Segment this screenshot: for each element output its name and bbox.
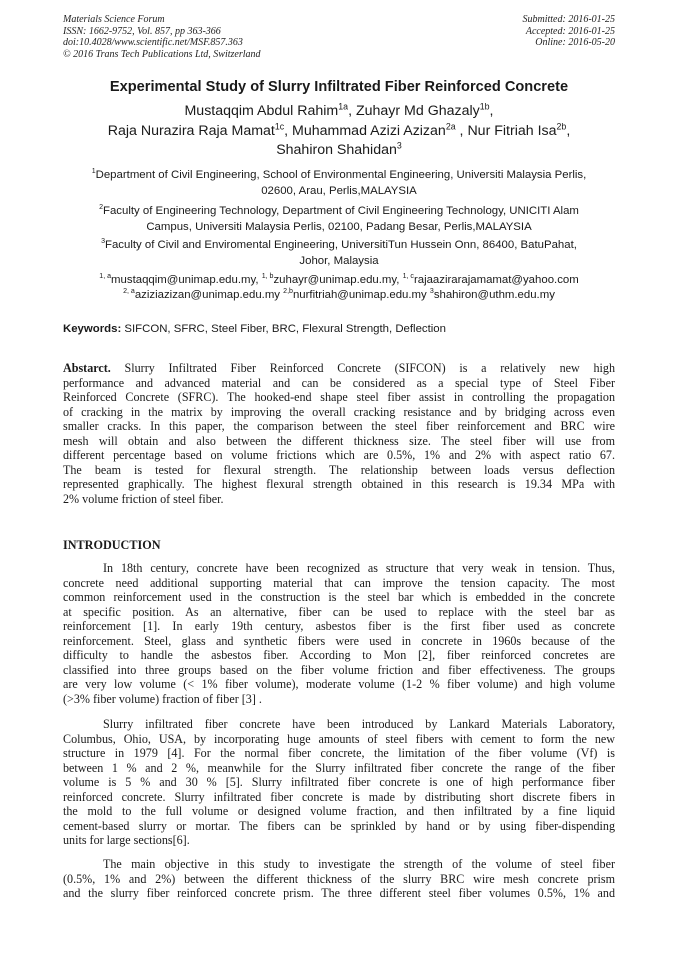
intro-paragraph-1: In 18th century, concrete have been recognized as structure that very weak in tension. Thus, concrete need additional supporting material that can improve the tension capacity. The most common reinforcement used in the construction is the steel bar which is embedded in the concrete at specific position. As an alternative, fiber can be used to replace with the steel bar as reinforcement [1]. In early 19th century, asbestos fiber is the first fiber used as concrete reinforcement. Steel, glass and synthetic fibers were used in concrete in 1960s because of the difficulty to handle the asbestos fiber. According to Mon [2], fiber reinforced concretes are classified into three groups based on the fiber volume friction and fiber effectiveness. The groups are very low volume (< 1% fiber volume), moderate volume (1-2 % fiber volume) and high volume (>3% fiber volume) fraction of fiber [3] . bbox=[63, 561, 615, 706]
online-date: Online: 2016-05-20 bbox=[535, 37, 615, 49]
keywords-label: Keywords: bbox=[63, 323, 122, 335]
header-dates bbox=[523, 14, 616, 49]
paper-title: Experimental Study of Slurry Infiltrated Fiber Reinforced Concrete bbox=[109, 79, 569, 95]
doi: doi:10.4028/www.scientific.net/MSF.857.363 bbox=[63, 37, 243, 49]
author-list bbox=[30, 102, 648, 161]
author-line-3 bbox=[30, 141, 648, 161]
author-name: Nur Fitriah Isa bbox=[467, 122, 557, 139]
email-link[interactable]: aziziazizan@unimap.edu.my bbox=[134, 288, 284, 301]
author-name: Muhammad Azizi Azizan bbox=[292, 122, 446, 139]
author-sup: 1b bbox=[479, 101, 490, 112]
email-link[interactable]: mustaqqim@unimap.edu.my, bbox=[111, 274, 262, 286]
author-line-1: Mustaqqim Abdul Rahim$^{1a}$, Zuhayr Md Ghazaly$^{1b}$, bbox=[184, 101, 494, 119]
affiliation-3: $^3$Faculty of Civil and Enviromental Engineering, UniversitiTun Hussein Onn, 86400, BatuPahat, Johor, Malaysia bbox=[101, 238, 577, 267]
affiliation-2: $^2$Faculty of Engineering Technology, Department of Civil Engineering Technology, UNICITI Alam Campus, Universiti Malaysia Perlis, 02100, Padang Besar, Perlis,MALAYSIA bbox=[99, 204, 579, 233]
author-sup: 2b bbox=[556, 120, 567, 131]
issn: ISSN: 1662-9752, Vol. 857, pp 363-366 bbox=[63, 25, 221, 37]
copyright: © 2016 Trans Tech Publications Ltd, Switzerland bbox=[63, 48, 261, 60]
email-link[interactable]: nurfitriah@unimap.edu.my bbox=[292, 288, 430, 301]
email-link[interactable]: rajaazirarajamamat@yahoo.com bbox=[413, 274, 579, 286]
author-emails: $^{1, a}$mustaqqim@unimap.edu.my, $^{1, b}$zuhayr@unimap.edu.my, $^{1, c}$rajaazirarajamamat@yahoo.com $^{2, a}$aziziazizan@unimap.edu.my $^{2,b}$nurfitriah@unimap.edu.my $^3$shahiron@uthm.edu.my bbox=[99, 273, 579, 301]
email-link[interactable]: shahiron@uthm.edu.my bbox=[433, 288, 555, 301]
author-name: Shahiron Shahidan bbox=[276, 142, 397, 158]
accepted-date: Accepted: 2016-01-25 bbox=[525, 25, 615, 37]
header-publication-info bbox=[63, 14, 261, 60]
affiliation-1: $^1$Department of Civil Engineering, School of Environmental Engineering, Universiti Malaysia Perlis, 02600, Arau, Perlis,MALAYSIA bbox=[91, 168, 587, 197]
author-sup: 2a bbox=[445, 120, 456, 131]
intro-paragraph-2: Slurry infiltrated fiber concrete have been introduced by Lankard Materials Laboratory, Columbus, Ohio, USA, by incorporating huge amounts of steel fibers with cement to form the new structure in 1979 [4]. For the normal fiber concrete, the limitation of the fiber volume (Vf) is between 1 % and 2 %, meanwhile for the Slurry infiltrated fiber concrete the range of the fiber volume is 5 % and 30 % [5]. Slurry infiltrated fiber concrete is one of high performance fiber reinforced concrete. Slurry infiltrated fiber concrete is made by distributing short discrete fibers in the mold to the full volume or designed volume fraction, and then infiltrated by a fine liquid cement-based slurry or mortar. The fibers can be sprinkled by hand or by using fiber-dispending units for large sections[6]. bbox=[63, 717, 615, 848]
author-sup: 1a bbox=[338, 101, 349, 112]
author-line-2: Raja Nurazira Raja Mamat$^{1c}$, Muhammad Azizi Azizan$^{2a}$ , Nur Fitriah Isa$^{2b}$, bbox=[107, 120, 571, 139]
author-sup: 1c bbox=[274, 120, 285, 131]
author-name: Mustaqqim Abdul Rahim bbox=[184, 103, 339, 119]
journal-name: Materials Science Forum bbox=[63, 14, 165, 25]
abstract-label: Abstarct. bbox=[63, 361, 111, 375]
email-link[interactable]: zuhayr@unimap.edu.my, bbox=[273, 274, 403, 286]
section-heading-introduction: INTRODUCTION bbox=[63, 538, 161, 552]
author-name: Zuhayr Md Ghazaly bbox=[355, 103, 480, 119]
keywords-text: SIFCON, SFRC, Steel Fiber, BRC, Flexural Strength, Deflection bbox=[121, 323, 446, 335]
intro-paragraph-3: The main objective in this study to investigate the strength of the volume of steel fiber (0.5%, 1% and 2%) between the different thickness of the slurry BRC wire mesh concrete prism and the slurry fiber reinforced concrete prism. The three different steel fiber volumes 0.5%, 1% and bbox=[63, 857, 615, 901]
submitted-date: Submitted: 2016-01-25 bbox=[522, 14, 615, 25]
keywords bbox=[63, 323, 446, 335]
author-name: Raja Nurazira Raja Mamat bbox=[107, 122, 275, 139]
abstract: Abstarct. Slurry Infiltrated Fiber Reinforced Concrete (SIFCON) is a relatively new high performance and advanced material and can be considered as a special type of Steel Fiber Reinforced Concrete (SFRC). The hooked-end shape steel fiber assist in controlling the propagation of cracking in the matrix by improving the overall cracking resistance and by bridging across even smaller cracks. In this paper, the comparison between the steel fiber reinforcement and BRC wire mesh will obtain and also between the different thickness size. The steel fiber will use from different percentage based on volume frictions which are 0.5%, 1% and 2% with aspect ratio 67. The beam is tested for flexural strength. The relationship between loads versus deflection represented graphically. The highest flexural strength obtained in this research is 19.34 MPa with 2% volume friction of steel fiber. bbox=[63, 361, 615, 506]
author-sup: 3 bbox=[396, 140, 402, 151]
